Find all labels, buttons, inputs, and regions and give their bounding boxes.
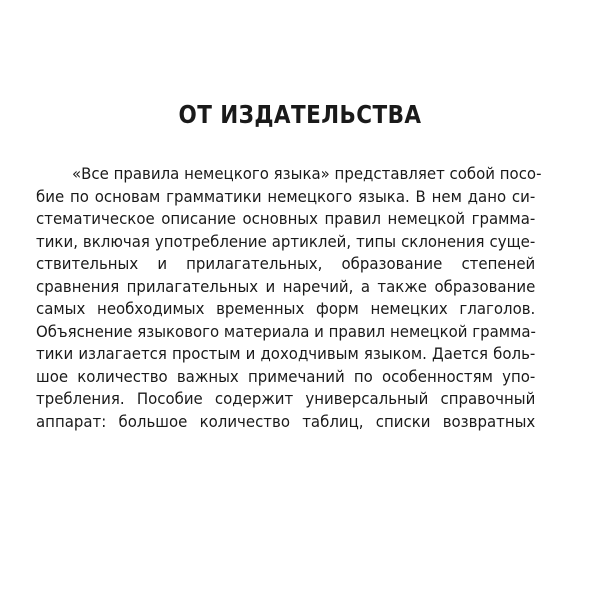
text-line: «Все правила немецкого языка» представляет собой посо- (72, 164, 542, 183)
text-line: сравнения прилагательных и наречий, а также образование (36, 276, 536, 296)
text-line: тики, включая употребление артиклей, типы склонения суще- (36, 231, 536, 251)
text-line: стематическое описание основных правил немецкой граммa- (36, 209, 536, 228)
text-line: шое количество важных примечаний по особенностям упо- (36, 366, 536, 386)
text-line: требления. Пособие содержит универсальный справочный (36, 389, 536, 408)
text-line: Объяснение языкового материала и правил немецкой граммa- (36, 321, 536, 341)
body-paragraph (36, 163, 594, 433)
text-line: тики излагается простым и доходчивым языком. Дается боль- (36, 344, 536, 363)
text-line: самых необходимых временных форм немецких глаголов. (36, 299, 536, 318)
text-line: ствительных и прилагательных, образование степеней (36, 254, 536, 273)
text-line: бие по основам грамматики немецкого языка. В нем дано си- (36, 186, 536, 206)
text-line: аппарат: большое количество таблиц, списки возвратных (36, 411, 536, 431)
page-title: ОТ ИЗДАТЕЛЬСТВА (178, 100, 422, 129)
